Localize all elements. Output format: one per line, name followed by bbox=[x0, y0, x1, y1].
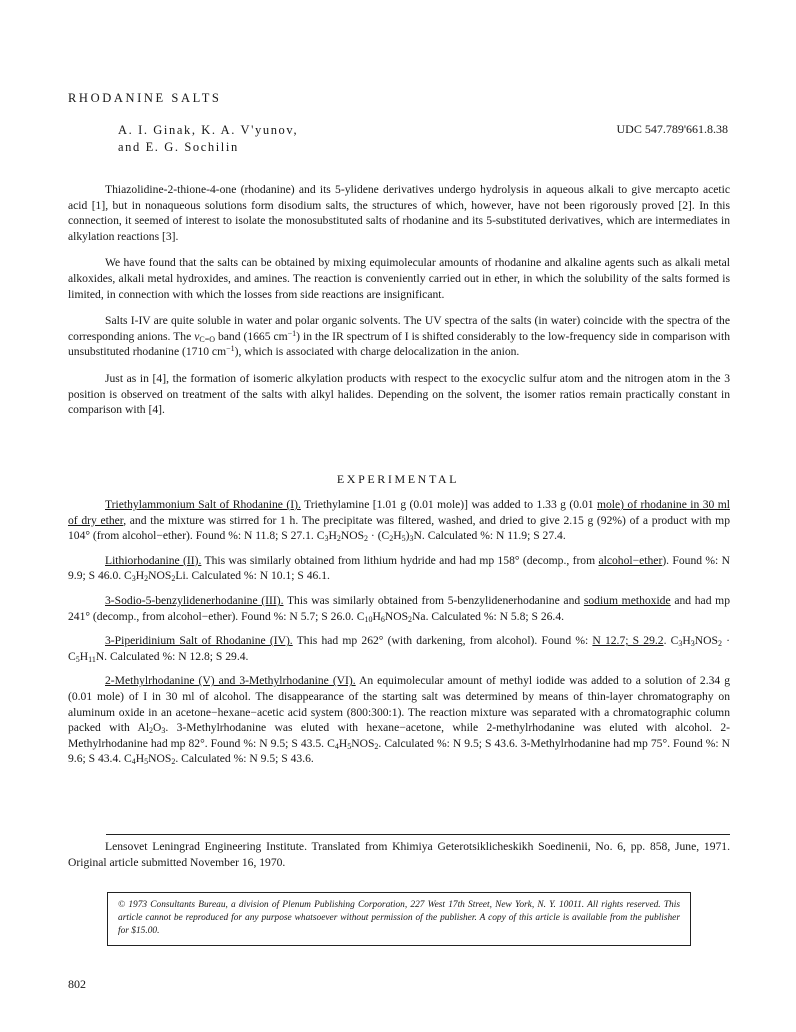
entry-sodio-benzylidenerhodanine: 3-Sodio-5-benzylidenerhodanine (III). This was similarly obtained from 5-benzylidenerhodanine and sodium methoxide and had mp 241° (decomp., from alcohol−ether). Found %: N 5.7; S 26.0. $C_{10}H_6NOS_2Na$. Calculated %: N 5.8; S 26.4. bbox=[68, 593, 730, 624]
entry-lithiorhodanine: Lithiorhodanine (II). This was similarly obtained from lithium hydride and had mp 158° (decomp., from alcohol−ether). Found %: N 9.9; S 46.0. $C_3H_2NOS_2Li$. Calculated %: N 10.1; S 46.1. bbox=[68, 553, 730, 584]
compound-name: Triethylammonium Salt of Rhodanine (I). bbox=[105, 498, 301, 511]
compound-name: 3-Piperidinium Salt of Rhodanine (IV). bbox=[105, 634, 293, 648]
page-number: 802 bbox=[68, 977, 86, 991]
intro-paragraph-2: We have found that the salts can be obtained by mixing equimolecular amounts of rhodanine and alkaline agents such as alkali metal alkoxides, alkali metal hydroxides, and amines. The reaction is conveniently carried out in ether, in which the solubility of the salts formed is limited, in connection with which the losses from side reactions are insignificant. bbox=[68, 256, 730, 301]
udc-code: UDC 547.789'661.8.38 bbox=[616, 122, 728, 136]
copyright-box: © 1973 Consultants Bureau, a division of Plenum Publishing Corporation, 227 West 17th Street, New York, N. Y. 10011. All rights reserved. This article cannot be reproduced for any purpose whatsoever without permission of the publisher. A copy of this article is available from the publisher for $15.00. bbox=[107, 892, 691, 946]
entry-methylrhodanines: 2-Methylrhodanine (V) and 3-Methylrhodanine (VI). An equimolecular amount of methyl iodide was added to a solution of 2.34 g (0.01 mole) of I in 30 ml of alcohol. The disappearance of the starting salt was determined by means of thin-layer chromatography on aluminum oxide in an acetone−hexane−acetic acid system (800:300:1). The reaction mixture was separated with a chromatographic column packed with $Al_2O_3$. 3-Methylrhodanine was eluted with hexane−acetone, while 2-methylrhodanine was eluted with alcohol. 2-Methylrhodanine had mp 82°. Found %: N 9.5; S 43.5. $C_4H_5NOS_2$. Calculated %: N 9.5; S 43.6. 3-Methylrhodanine had mp 75°. Found %: N 9.6; S 43.4. $C_4H_5NOS_2$. Calculated %: N 9.5; S 43.6. bbox=[68, 674, 730, 767]
entry-triethylammonium-salt: Triethylammonium Salt of Rhodanine (I). Triethylamine [1.01 g (0.01 mole)] was added to 1.33 g (0.01 mole) of rhodanine in 30 ml of dry ether, and the mixture was stirred for 1 h. The precipitate was filtered, washed, and dried to give 2.15 g (92%) of a product with mp 104° (from alcohol−ether). Found %: N 11.8; S 27.1. $C_3H_2NOS_2 \cdot (C_2H_5)_3N$. Calculated %: N 11.9; S 27.4. bbox=[68, 498, 730, 544]
experimental-heading: EXPERIMENTAL bbox=[336, 472, 460, 486]
intro-paragraph-4: Just as in [4], the formation of isomeric alkylation products with respect to the exocyclic sulfur atom and the nitrogen atom in the 3 position is observed on treatment of the salts with alkyl halides. Depending on the solvent, the isomer ratios remain practically constant in comparison with [4]. bbox=[68, 371, 730, 417]
compound-name: 2-Methylrhodanine (V) and 3-Methylrhodanine (VI). bbox=[105, 674, 356, 688]
authors-line-2: and E. G. Sochilin bbox=[118, 140, 239, 154]
intro-paragraph-1: Thiazolidine-2-thione-4-one (rhodanine) and its 5-ylidene derivatives undergo hydrolysis in aqueous alkali to give mercapto acetic acid [1], but in nonaqueous solutions form disodium salts, the structures of which, however, have not been rigorously proved [2]. In this connection, it seemed of interest to isolate the monosubstituted salts of rhodanine and its 5-substituted derivatives, which are intermediates in alkylation reactions [3]. bbox=[68, 183, 730, 243]
experimental-section bbox=[68, 497, 730, 776]
entry-piperidinium-salt: 3-Piperidinium Salt of Rhodanine (IV). This had mp 262° (with darkening, from alcohol). Found %: N 12.7; S 29.2. $C_3H_3NOS_2 \cdot C_5H_{11}N$. Calculated %: N 12.8; S 29.4. bbox=[68, 634, 731, 664]
intro-paragraph-3: Salts I-IV are quite soluble in water and polar organic solvents. The UV spectra of the salts (in water) coincide with the spectra of the corresponding anions. The $\nu_{C=O}$ band (1665 $cm^{-1}$) in the IR spectrum of I is shifted considerably to the low-frequency side in comparison with unsubstituted rhodanine (1710 $cm^{-1}$), which is associated with charge delocalization in the anion. bbox=[68, 314, 730, 359]
introduction bbox=[68, 182, 730, 418]
authors bbox=[118, 122, 298, 156]
compound-name: Lithiorhodanine (II). bbox=[105, 553, 202, 567]
authors-line-1: A. I. Ginak, K. A. V'yunov, bbox=[118, 123, 299, 137]
nu-symbol: ν bbox=[194, 329, 200, 343]
footnote-divider bbox=[106, 834, 730, 835]
compound-name: 3-Sodio-5-benzylidenerhodanine (III). bbox=[105, 593, 284, 607]
article-title: RHODANINE SALTS bbox=[68, 91, 222, 105]
affiliation-note: Lensovet Leningrad Engineering Institute. Translated from Khimiya Geterotsiklicheskikh Soedinenii, No. 6, pp. 858, June, 1971. Original article submitted November 16, 1970. bbox=[68, 840, 730, 869]
